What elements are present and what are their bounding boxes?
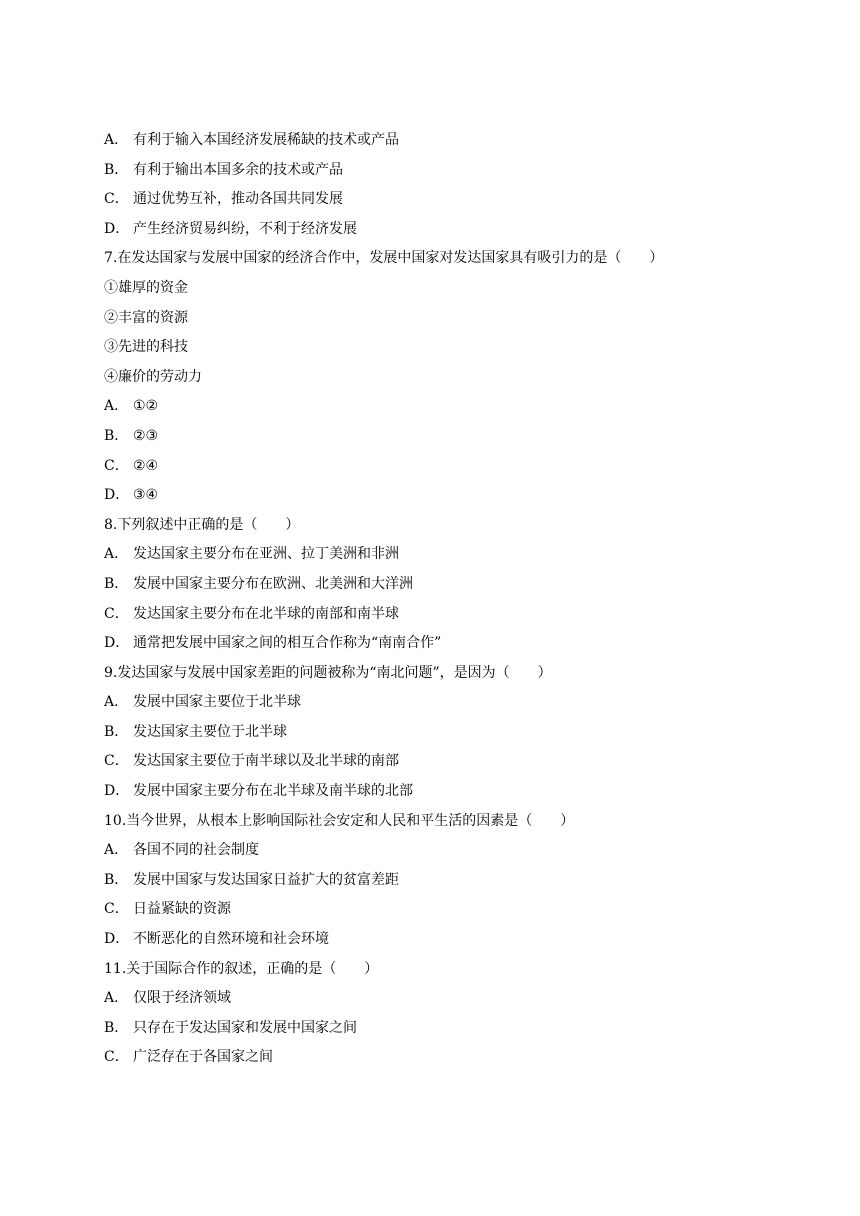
option-text: 不断恶化的自然环境和社会环境 (133, 931, 329, 948)
option-letter: A． (104, 546, 129, 563)
option-text: 通常把发展中国家之间的相互合作称为“南南合作” (133, 635, 442, 652)
answer-option (104, 392, 764, 422)
option-text: ②④ (133, 457, 159, 474)
option-text: 仅限于经济领域 (133, 990, 231, 1007)
option-letter: C． (104, 901, 129, 918)
answer-option (104, 570, 764, 600)
option-letter: D． (104, 931, 130, 948)
answer-option (104, 895, 764, 925)
answer-option (104, 126, 764, 156)
option-text: ①② (133, 398, 159, 415)
option-letter: D． (104, 635, 130, 652)
answer-option (104, 156, 764, 186)
answer-option (104, 600, 764, 630)
option-letter: C． (104, 457, 129, 474)
answer-option (104, 481, 764, 511)
answer-option (104, 836, 764, 866)
option-letter: B． (104, 723, 129, 740)
option-letter: B． (104, 161, 129, 178)
option-text: 各国不同的社会制度 (133, 842, 259, 859)
option-text: 发展中国家主要分布在欧洲、北美洲和大洋洲 (133, 575, 413, 592)
option-letter: B． (104, 871, 129, 888)
question-stem: 9.发达国家与发展中国家差距的问题被称为“南北问题”，是因为（ ） (104, 664, 552, 681)
option-text: 发达国家主要位于北半球 (133, 723, 287, 740)
option-letter: C． (104, 605, 129, 622)
answer-option (104, 688, 764, 718)
answer-option (104, 215, 764, 245)
option-letter: A． (104, 132, 129, 148)
option-letter: A． (104, 842, 129, 859)
option-text: 发展中国家与发达国家日益扩大的贫富差距 (133, 871, 399, 888)
option-text: 发达国家主要分布在亚洲、拉丁美洲和非洲 (133, 546, 399, 563)
numbered-item: ②丰富的资源 (104, 309, 188, 326)
question-stem: 7.在发达国家与发展中国家的经济合作中，发展中国家对发达国家具有吸引力的是（ ） (104, 250, 664, 267)
answer-option (104, 747, 764, 777)
answer-option (104, 866, 764, 896)
option-letter: B． (104, 1019, 129, 1036)
question-stem: 11.关于国际合作的叙述，正确的是（ ） (104, 960, 379, 977)
option-text: 只存在于发达国家和发展中国家之间 (133, 1019, 357, 1036)
answer-option (104, 984, 764, 1014)
question-content (104, 126, 764, 1073)
answer-option (104, 777, 764, 807)
answer-option (104, 540, 764, 570)
answer-option (104, 452, 764, 482)
option-text: 发达国家主要分布在北半球的南部和南半球 (133, 605, 399, 622)
numbered-item: ④廉价的劳动力 (104, 368, 202, 385)
option-letter: B． (104, 427, 129, 444)
option-text: 日益紧缺的资源 (133, 901, 231, 918)
option-text: 有利于输入本国经济发展稀缺的技术或产品 (133, 132, 399, 148)
option-letter: D． (104, 487, 130, 504)
answer-option (104, 1014, 764, 1044)
option-letter: C． (104, 753, 129, 770)
option-text: 发展中国家主要分布在北半球及南半球的北部 (133, 783, 413, 800)
answer-option (104, 925, 764, 955)
numbered-item: ①雄厚的资金 (104, 279, 188, 296)
option-text: ③④ (133, 487, 159, 504)
question-stem: 10.当今世界，从根本上影响国际社会安定和人民和平生活的因素是（ ） (104, 812, 575, 829)
option-text: 广泛存在于各国家之间 (133, 1049, 273, 1066)
option-text: 有利于输出本国多余的技术或产品 (133, 161, 343, 178)
option-letter: A． (104, 990, 129, 1007)
option-letter: D． (104, 220, 130, 237)
option-letter: B． (104, 575, 129, 592)
answer-option (104, 629, 764, 659)
option-text: 通过优势互补，推动各国共同发展 (133, 191, 343, 208)
numbered-item: ③先进的科技 (104, 339, 188, 356)
option-text: ②③ (133, 427, 159, 444)
option-letter: A． (104, 694, 129, 711)
option-text: 发达国家主要位于南半球以及北半球的南部 (133, 753, 399, 770)
option-text: 产生经济贸易纠纷，不利于经济发展 (133, 220, 357, 237)
question-stem: 8.下列叙述中正确的是（ ） (104, 516, 300, 533)
option-letter: D． (104, 783, 130, 800)
answer-option (104, 185, 764, 215)
answer-option (104, 1043, 764, 1073)
answer-option (104, 422, 764, 452)
option-text: 发展中国家主要位于北半球 (133, 694, 301, 711)
option-letter: C． (104, 1049, 129, 1066)
option-letter: A． (104, 398, 129, 415)
option-letter: C． (104, 191, 129, 208)
answer-option (104, 718, 764, 748)
